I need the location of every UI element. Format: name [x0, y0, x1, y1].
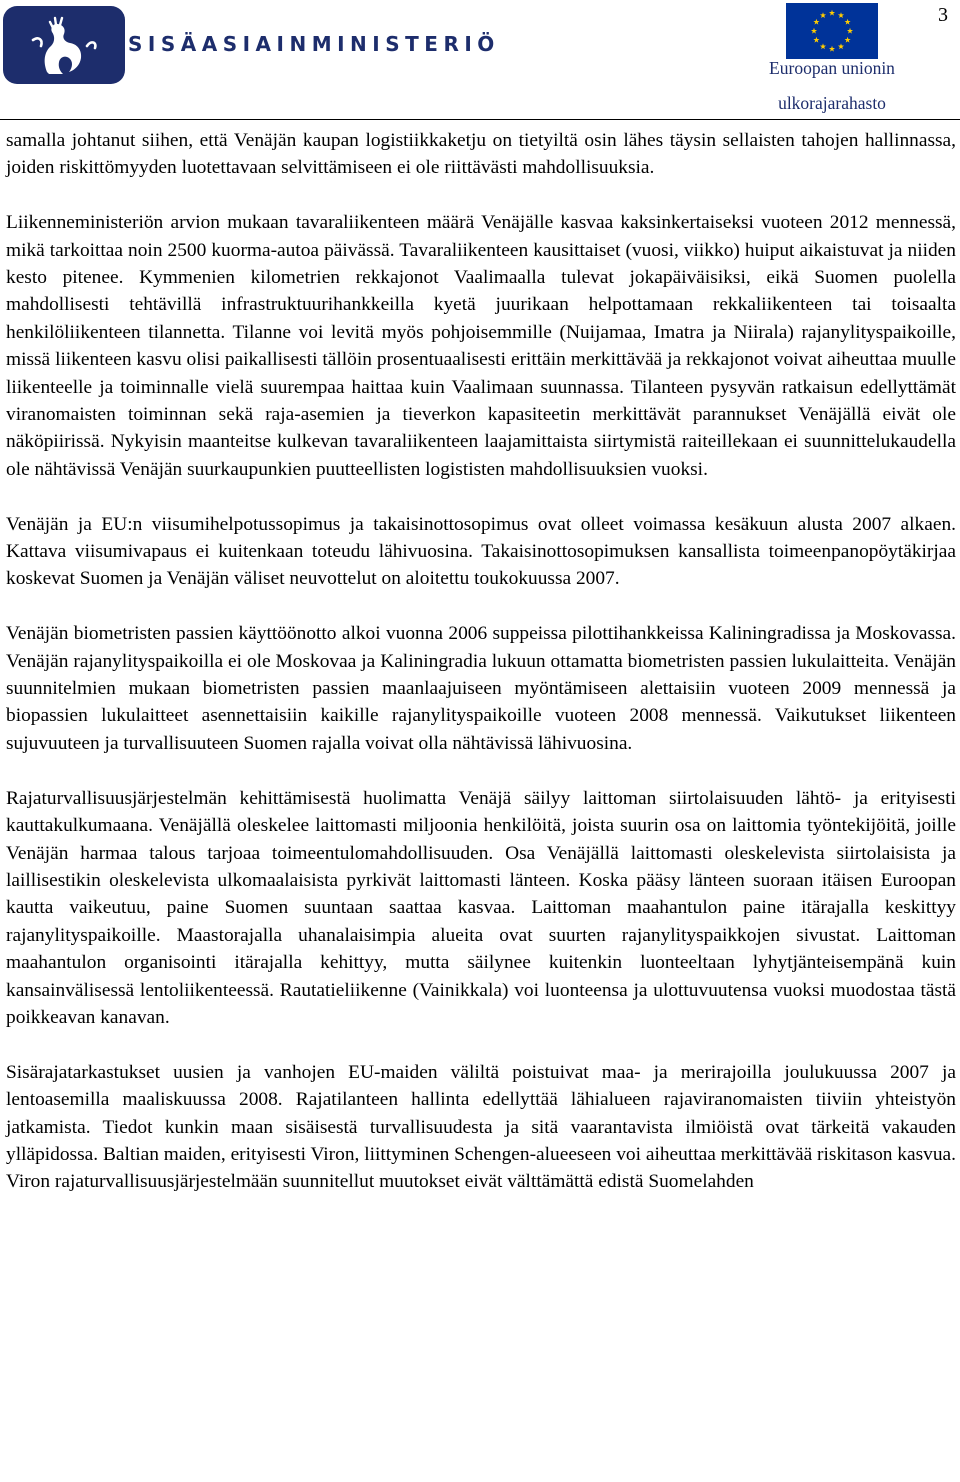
eu-flag-icon — [786, 3, 878, 59]
page-number: 3 — [938, 4, 948, 26]
ministry-name: SISÄASIAINMINISTERIÖ — [128, 32, 500, 56]
paragraph: Venäjän ja EU:n viisumihelpotussopimus ja takaisinottosopimus ovat olleet voimassa kesäkuun alusta 2007 alkaen. Kattava viisumivapaus ei kuitenkaan toteudu lähivuosina. Takaisinottosopimuksen kansallista toimeenpanopöytäkirjaa koskevat Suomen ja Venäjän väliset neuvottelut on aloitettu toukokuussa 2007. — [6, 513, 956, 590]
eu-fund-caption-line2: ulkorajarahasto — [778, 93, 886, 113]
paragraph: Rajaturvallisuusjärjestelmän kehittämisestä huolimatta Venäjä säilyy laittoman siirtolaisuuden lähtö- ja erityisesti kauttakulkumaana. Venäjällä oleskelee laittomasti miljoonia henkilöitä, joista suurin osa on laittomia työntekijöitä, joille Venäjän harmaa talous tarjoaa toimeentulomahdollisuuden. Osa Venäjällä laittomasti oleskelevista siirtolaisista ja laillisestikin oleskelevista ulkomaalaisista pyrkivät laittomasti länteen. Koska pääsy länteen suoraan itäisen Euroopan kautta vaikeutuu, paine Suomen suuntaan saattaa kasvaa. Laittoman maahantulon paine itärajalla keskittyy rajanylityspaikoille. Maastorajalla uhanalaisimpia alueita ovat suurten rajanylityspaikkojen sivustat. Laittoman maahantulon organisointi itärajalla kehittyy, mutta säilynee kuitenkin luonteeltaan lyhytjänteisempänä kuin kansainvälisessä lentoliikenteessä. Rautatieliikenne (Vainikkala) voi luonteensa ja ulottuvuutensa vuoksi muodostaa tästä poikkeavan kanavan. — [6, 787, 956, 1028]
document-body — [6, 127, 956, 1196]
paragraph: samalla johtanut siihen, että Venäjän kaupan logistiikkaketju on tietyiltä osin lähes täysin sellaisten tahojen hallinnassa, joiden riskittömyyden luotettavaan selvittämiseen ei ole riittävästi mahdollisuuksia. — [6, 130, 956, 179]
paragraph: Sisärajatarkastukset uusien ja vanhojen EU-maiden väliltä poistuivat maa- ja merirajoilla joulukuussa 2007 ja lentoasemilla maaliskuussa 2008. Rajatilanteen hallinta edellyttää lähialueen rajaviranomaisten tiiviin yhteistyön jatkamista. Tiedot kunkin maan sisäisestä turvallisuudesta ja sitä vaarantavista ilmiöistä ovat tärkeitä vakauden ylläpidossa. Baltian maiden, erityisesti Viron, liittyminen Schengen-alueeseen voi aiheuttaa merkittävää riskitason kasvua. Viron rajaturvallisuusjärjestelmään suunnitellut muutokset eivät välttämättä edistä Suomelahden — [6, 1061, 956, 1193]
paragraph: Liikenneministeriön arvion mukaan tavaraliikenteen määrä Venäjälle kasvaa kaksinkertaiseksi vuoteen 2012 mennessä, mikä tarkoittaa noin 2500 kuorma-autoa päivässä. Tavaraliikenteen kausittaiset (vuosi, viikko) huiput aikaistuvat ja niiden kesto pitenee. Kymmenien kilometrien rekkajonot Vaalimaalla tulevat jokapäiväisiksi, eikä Suomen puolella mahdollisesti tehtävillä infrastruktuurihankkeilla kyetä juurikaan helpottamaan rekkaliikenteen tai toisaalta henkilöliikenteen tilannetta. Tilanne voi levitä myös pohjoisemmille (Nuijamaa, Imatra ja Niirala) rajanylityspaikoille, missä liikenteen kasvu olisi paikallisesti tällöin prosentuaalisesti erittäin merkittävää ja rekkajonot voivat aiheuttaa muulle liikenteelle ja toiminnalle vielä suurempaa haittaa kuin Vaalimaan suunnassa. Tilanteen pysyvän ratkaisun edellyttämät viranomaisten toiminnan sekä raja-asemien ja tieverkon kapasiteetin merkittävät parannukset Venäjällä eivät ole näköpiirissä. Nykyisin maanteitse kulkevan tavaraliikenteen laajamittaista siirtymistä raiteillekaan ei suunnittelukaudella ole nähtävissä Venäjän suurkaupunkien puutteellisten logististen mahdollisuuksien vuoksi. — [6, 212, 956, 480]
header-divider — [0, 119, 960, 120]
paragraph: Venäjän biometristen passien käyttöönotto alkoi vuonna 2006 suppeissa pilottihankkeissa Kaliningradissa ja Moskovassa. Venäjän rajanylityspaikoilla ei ole Moskovaa ja Kaliningradia lukuun ottamatta biometristen passien lukulaitteita. Venäjän suunnitelmien mukaan biometristen passien maanlaajuiseen myöntämiseen alettaisiin vuoteen 2009 mennessä ja biopassien lukulaitteet asennettaisiin kaikille rajanylityspaikoille vuoteen 2008 mennessä. Vaikutukset liikenteen sujuvuuteen ja turvallisuuteen Suomen rajalla voivat olla nähtävissä lähivuosina. — [6, 623, 956, 754]
ministry-lion-logo-icon — [3, 6, 125, 84]
eu-fund-caption-line1: Euroopan unionin — [769, 58, 895, 78]
